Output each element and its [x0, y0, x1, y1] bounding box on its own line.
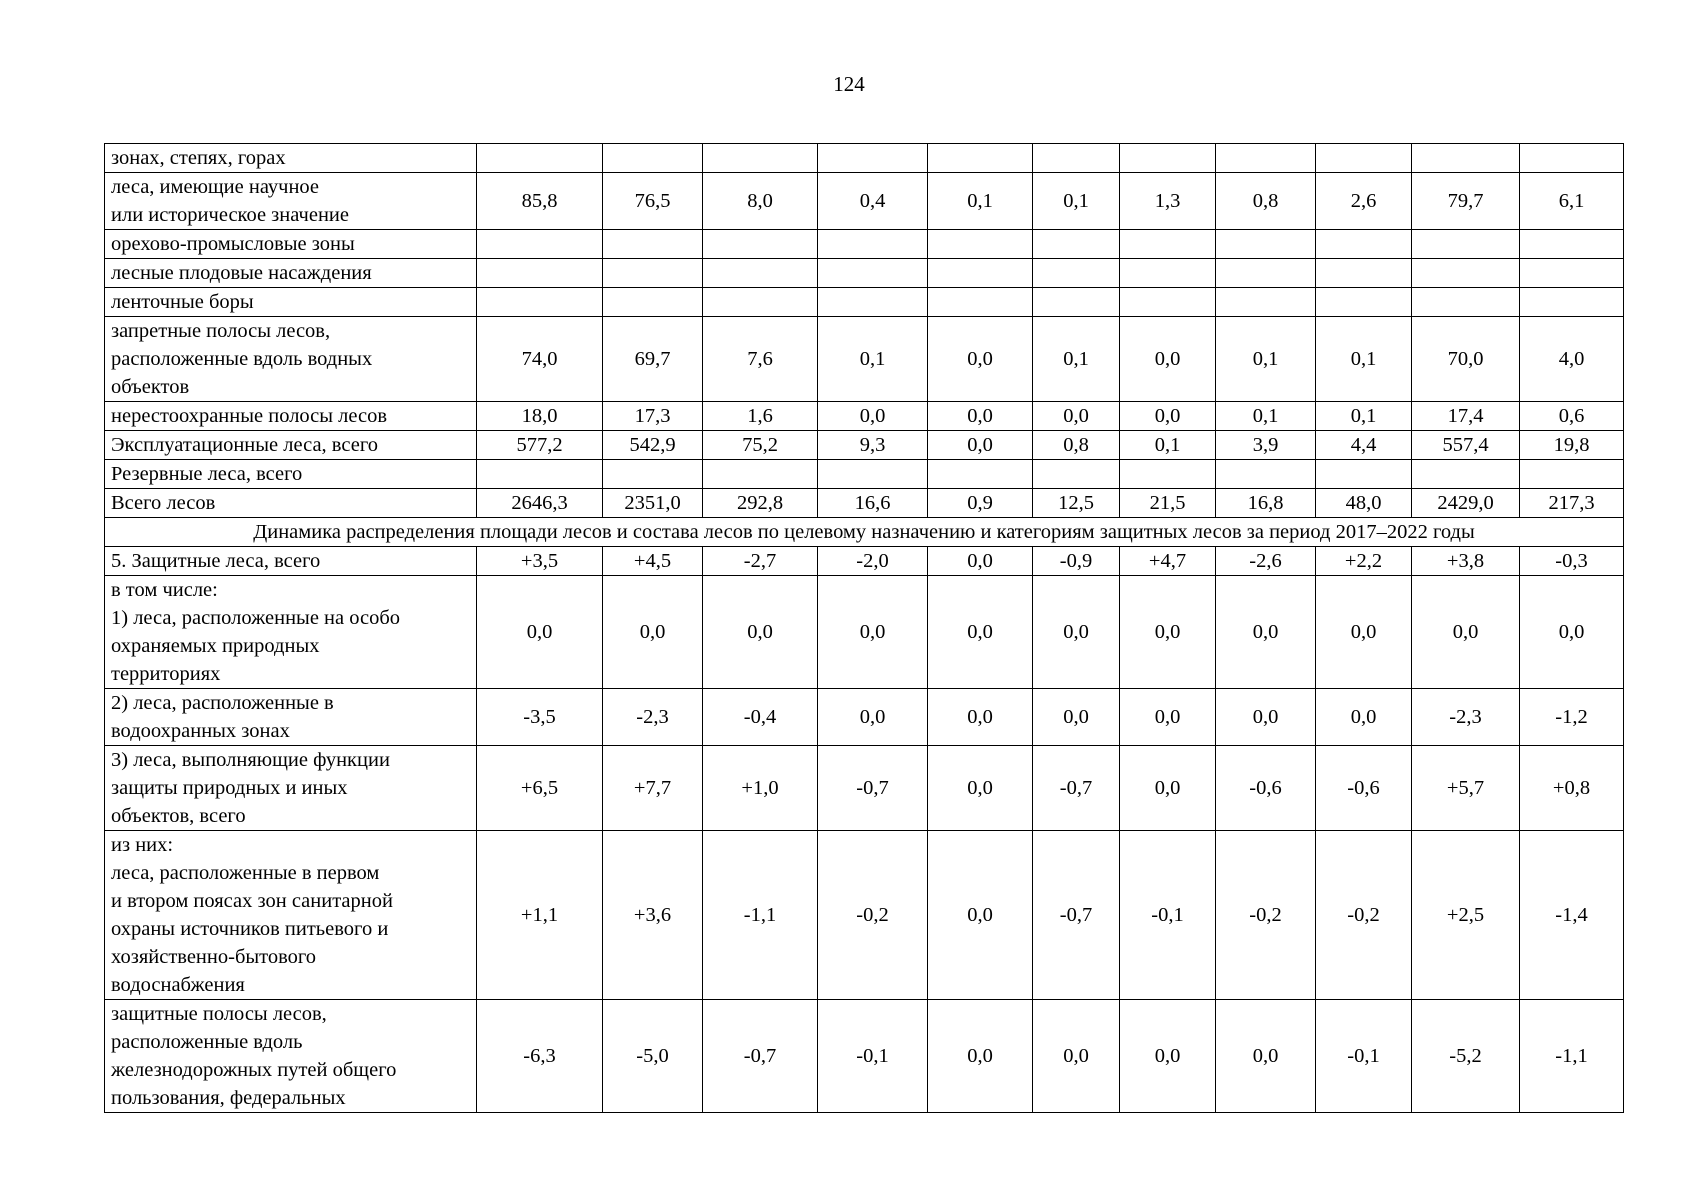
value-cell: 12,5: [1033, 489, 1120, 518]
table-row: [105, 547, 1624, 576]
value-cell: [603, 259, 703, 288]
value-cell: 0,0: [1216, 689, 1316, 746]
value-cell: -0,2: [818, 831, 928, 1000]
row-label: 5. Защитные леса, всего: [105, 547, 477, 576]
value-cell: 0,0: [818, 689, 928, 746]
value-cell: 0,0: [1033, 576, 1120, 689]
value-cell: [603, 460, 703, 489]
value-cell: [1412, 144, 1520, 173]
value-cell: 74,0: [477, 317, 603, 402]
value-cell: 9,3: [818, 431, 928, 460]
value-cell: 0,0: [1316, 689, 1412, 746]
value-cell: 0,0: [928, 576, 1033, 689]
table-row: [105, 1000, 1624, 1113]
value-cell: [1316, 144, 1412, 173]
value-cell: -2,3: [603, 689, 703, 746]
value-cell: -5,2: [1412, 1000, 1520, 1113]
value-cell: 0,0: [818, 402, 928, 431]
value-cell: 0,0: [603, 576, 703, 689]
value-cell: [818, 144, 928, 173]
value-cell: +1,1: [477, 831, 603, 1000]
value-cell: [818, 259, 928, 288]
value-cell: 79,7: [1412, 173, 1520, 230]
section-header-row: [105, 518, 1624, 547]
value-cell: [1520, 144, 1624, 173]
value-cell: 0,0: [1033, 689, 1120, 746]
value-cell: 2646,3: [477, 489, 603, 518]
value-cell: 0,0: [928, 689, 1033, 746]
value-cell: 0,1: [1316, 402, 1412, 431]
value-cell: -0,2: [1216, 831, 1316, 1000]
value-cell: 577,2: [477, 431, 603, 460]
value-cell: 4,4: [1316, 431, 1412, 460]
value-cell: 0,0: [928, 1000, 1033, 1113]
value-cell: +4,5: [603, 547, 703, 576]
value-cell: -5,0: [603, 1000, 703, 1113]
value-cell: 0,0: [1216, 576, 1316, 689]
value-cell: 0,0: [928, 547, 1033, 576]
value-cell: +5,7: [1412, 746, 1520, 831]
table-row: [105, 831, 1624, 1000]
value-cell: 4,0: [1520, 317, 1624, 402]
value-cell: 0,0: [477, 576, 603, 689]
value-cell: -0,2: [1316, 831, 1412, 1000]
value-cell: [1316, 460, 1412, 489]
value-cell: [1120, 460, 1216, 489]
row-label: леса, имеющие научное или историческое значение: [105, 173, 477, 230]
value-cell: -0,1: [1120, 831, 1216, 1000]
value-cell: 0,0: [1120, 317, 1216, 402]
value-cell: 0,0: [928, 317, 1033, 402]
value-cell: 19,8: [1520, 431, 1624, 460]
row-label: орехово-промысловые зоны: [105, 230, 477, 259]
value-cell: 6,1: [1520, 173, 1624, 230]
value-cell: [1520, 230, 1624, 259]
value-cell: [1216, 230, 1316, 259]
value-cell: -0,7: [818, 746, 928, 831]
value-cell: 21,5: [1120, 489, 1216, 518]
value-cell: 3,9: [1216, 431, 1316, 460]
value-cell: [1412, 230, 1520, 259]
value-cell: 0,1: [928, 173, 1033, 230]
value-cell: +2,2: [1316, 547, 1412, 576]
value-cell: 85,8: [477, 173, 603, 230]
value-cell: [928, 230, 1033, 259]
value-cell: 0,0: [928, 431, 1033, 460]
value-cell: [1033, 144, 1120, 173]
row-label: Резервные леса, всего: [105, 460, 477, 489]
table-row: [105, 144, 1624, 173]
value-cell: -0,3: [1520, 547, 1624, 576]
row-label: защитные полосы лесов, расположенные вдоль железнодорожных путей общего пользования, федеральных: [105, 1000, 477, 1113]
value-cell: 0,1: [1033, 317, 1120, 402]
value-cell: [1033, 259, 1120, 288]
value-cell: [603, 288, 703, 317]
value-cell: 17,3: [603, 402, 703, 431]
value-cell: 0,1: [1216, 402, 1316, 431]
value-cell: 0,0: [1120, 689, 1216, 746]
row-label: нерестоохранные полосы лесов: [105, 402, 477, 431]
value-cell: -0,6: [1316, 746, 1412, 831]
value-cell: [703, 460, 818, 489]
value-cell: [928, 144, 1033, 173]
value-cell: [477, 460, 603, 489]
value-cell: [818, 460, 928, 489]
value-cell: [703, 288, 818, 317]
row-label: из них: леса, расположенные в первом и втором поясах зон санитарной охраны источников питьевого и хозяйственно-бытового водоснабжения: [105, 831, 477, 1000]
value-cell: -1,1: [703, 831, 818, 1000]
value-cell: +3,6: [603, 831, 703, 1000]
section-title: Динамика распределения площади лесов и состава лесов по целевому назначению и категориям защитных лесов за период 2017–2022 годы: [105, 518, 1624, 547]
value-cell: [1520, 460, 1624, 489]
value-cell: 0,0: [818, 576, 928, 689]
value-cell: [477, 230, 603, 259]
value-cell: 48,0: [1316, 489, 1412, 518]
value-cell: [1120, 259, 1216, 288]
value-cell: -2,7: [703, 547, 818, 576]
table-row: [105, 259, 1624, 288]
value-cell: 557,4: [1412, 431, 1520, 460]
table-row: [105, 576, 1624, 689]
table-row: [105, 317, 1624, 402]
forest-distribution-table: [104, 143, 1624, 1113]
value-cell: 69,7: [603, 317, 703, 402]
value-cell: [1216, 288, 1316, 317]
page-number: 124: [833, 72, 865, 96]
value-cell: -0,7: [703, 1000, 818, 1113]
value-cell: [818, 230, 928, 259]
value-cell: +4,7: [1120, 547, 1216, 576]
value-cell: -2,0: [818, 547, 928, 576]
value-cell: +3,8: [1412, 547, 1520, 576]
value-cell: [1216, 259, 1316, 288]
value-cell: 7,6: [703, 317, 818, 402]
value-cell: 0,1: [1316, 317, 1412, 402]
value-cell: [1520, 259, 1624, 288]
value-cell: 8,0: [703, 173, 818, 230]
value-cell: [1033, 460, 1120, 489]
value-cell: +2,5: [1412, 831, 1520, 1000]
row-label: лесные плодовые насаждения: [105, 259, 477, 288]
value-cell: -1,4: [1520, 831, 1624, 1000]
value-cell: [1316, 288, 1412, 317]
value-cell: 0,0: [1120, 1000, 1216, 1113]
value-cell: [703, 230, 818, 259]
value-cell: [1412, 259, 1520, 288]
value-cell: 292,8: [703, 489, 818, 518]
row-label: Всего лесов: [105, 489, 477, 518]
value-cell: 0,0: [1316, 576, 1412, 689]
value-cell: 2429,0: [1412, 489, 1520, 518]
table-row: [105, 230, 1624, 259]
value-cell: 1,3: [1120, 173, 1216, 230]
value-cell: 2,6: [1316, 173, 1412, 230]
value-cell: 0,0: [1120, 576, 1216, 689]
value-cell: 0,1: [1033, 173, 1120, 230]
table-row: [105, 689, 1624, 746]
table-row: [105, 460, 1624, 489]
table-row: [105, 402, 1624, 431]
value-cell: +1,0: [703, 746, 818, 831]
value-cell: 0,1: [1120, 431, 1216, 460]
table-row: [105, 746, 1624, 831]
value-cell: [1216, 144, 1316, 173]
value-cell: 0,1: [818, 317, 928, 402]
value-cell: [477, 259, 603, 288]
value-cell: [1520, 288, 1624, 317]
value-cell: [928, 460, 1033, 489]
table-row: [105, 173, 1624, 230]
value-cell: +3,5: [477, 547, 603, 576]
value-cell: 0,6: [1520, 402, 1624, 431]
value-cell: 70,0: [1412, 317, 1520, 402]
value-cell: -2,3: [1412, 689, 1520, 746]
value-cell: [928, 288, 1033, 317]
value-cell: [477, 144, 603, 173]
value-cell: [818, 288, 928, 317]
value-cell: 0,9: [928, 489, 1033, 518]
table-row: [105, 489, 1624, 518]
value-cell: [1412, 460, 1520, 489]
row-label: запретные полосы лесов, расположенные вдоль водных объектов: [105, 317, 477, 402]
value-cell: 16,8: [1216, 489, 1316, 518]
value-cell: -2,6: [1216, 547, 1316, 576]
value-cell: -0,9: [1033, 547, 1120, 576]
row-label: в том числе: 1) леса, расположенные на особо охраняемых природных территориях: [105, 576, 477, 689]
row-label: 3) леса, выполняющие функции защиты природных и иных объектов, всего: [105, 746, 477, 831]
value-cell: 0,0: [928, 402, 1033, 431]
row-label: зонах, степях, горах: [105, 144, 477, 173]
value-cell: [603, 144, 703, 173]
value-cell: 76,5: [603, 173, 703, 230]
value-cell: 0,0: [928, 746, 1033, 831]
value-cell: [703, 144, 818, 173]
value-cell: 0,8: [1216, 173, 1316, 230]
row-label: ленточные боры: [105, 288, 477, 317]
value-cell: [477, 288, 603, 317]
value-cell: -0,1: [1316, 1000, 1412, 1113]
value-cell: [1120, 144, 1216, 173]
row-label: Эксплуатационные леса, всего: [105, 431, 477, 460]
value-cell: 0,0: [1412, 576, 1520, 689]
value-cell: [1316, 259, 1412, 288]
value-cell: -3,5: [477, 689, 603, 746]
row-label: 2) леса, расположенные в водоохранных зонах: [105, 689, 477, 746]
value-cell: 18,0: [477, 402, 603, 431]
value-cell: +6,5: [477, 746, 603, 831]
value-cell: 0,0: [1033, 402, 1120, 431]
value-cell: [1033, 288, 1120, 317]
value-cell: [1216, 460, 1316, 489]
value-cell: 542,9: [603, 431, 703, 460]
value-cell: +7,7: [603, 746, 703, 831]
value-cell: [603, 230, 703, 259]
value-cell: -1,2: [1520, 689, 1624, 746]
value-cell: [703, 259, 818, 288]
value-cell: 2351,0: [603, 489, 703, 518]
value-cell: 0,4: [818, 173, 928, 230]
value-cell: 1,6: [703, 402, 818, 431]
value-cell: [1120, 230, 1216, 259]
value-cell: 0,0: [1520, 576, 1624, 689]
value-cell: 0,0: [928, 831, 1033, 1000]
value-cell: 0,8: [1033, 431, 1120, 460]
value-cell: -0,4: [703, 689, 818, 746]
value-cell: -1,1: [1520, 1000, 1624, 1113]
value-cell: -0,7: [1033, 746, 1120, 831]
value-cell: -0,6: [1216, 746, 1316, 831]
value-cell: [1316, 230, 1412, 259]
value-cell: -6,3: [477, 1000, 603, 1113]
table-row: [105, 288, 1624, 317]
value-cell: +0,8: [1520, 746, 1624, 831]
value-cell: [1412, 288, 1520, 317]
value-cell: 17,4: [1412, 402, 1520, 431]
value-cell: [1033, 230, 1120, 259]
value-cell: [928, 259, 1033, 288]
table-row: [105, 431, 1624, 460]
value-cell: 0,0: [703, 576, 818, 689]
value-cell: 0,0: [1216, 1000, 1316, 1113]
value-cell: -0,7: [1033, 831, 1120, 1000]
value-cell: 0,1: [1216, 317, 1316, 402]
value-cell: 217,3: [1520, 489, 1624, 518]
value-cell: 0,0: [1033, 1000, 1120, 1113]
value-cell: 0,0: [1120, 746, 1216, 831]
value-cell: 16,6: [818, 489, 928, 518]
value-cell: 75,2: [703, 431, 818, 460]
value-cell: [1120, 288, 1216, 317]
value-cell: -0,1: [818, 1000, 928, 1113]
value-cell: 0,0: [1120, 402, 1216, 431]
